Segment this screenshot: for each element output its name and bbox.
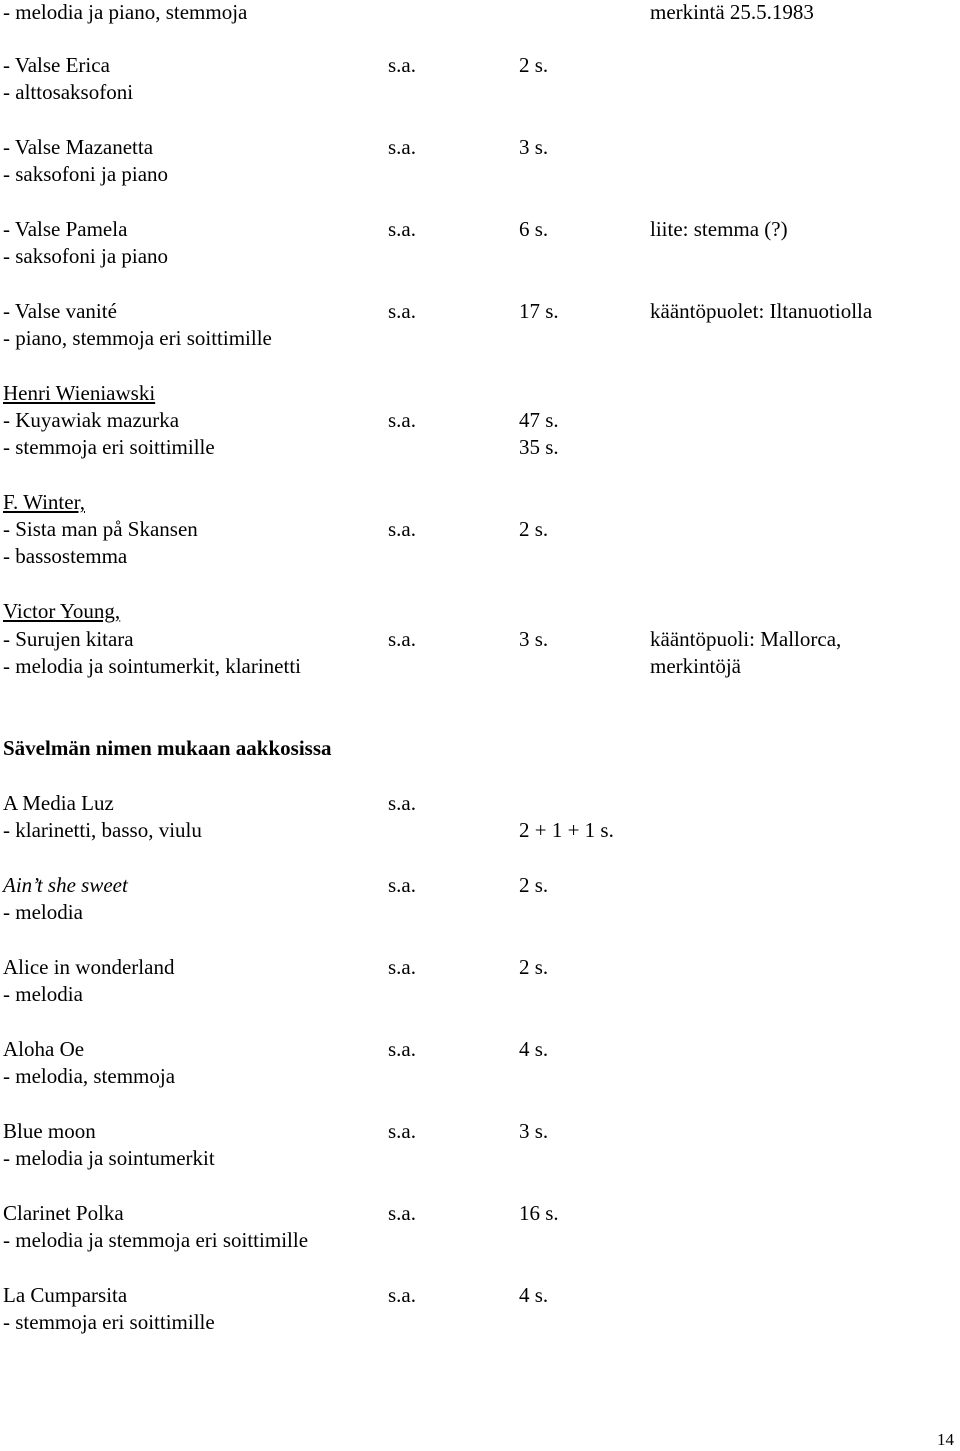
entry-title: Ain’t she sweet [3,873,128,897]
entry-sa: s.a. [388,1201,416,1225]
entry-sa: s.a. [388,1283,416,1307]
entry-sa: s.a. [388,1119,416,1143]
entry-pages: 2 s. [519,517,549,541]
entry-line: - melodia ja piano, stemmoja [3,0,248,24]
entry-sub: - melodia [3,900,83,924]
entry-sub: - piano, stemmoja eri soittimille [3,326,272,350]
entry-sa: s.a. [388,53,416,77]
entry-pages: 17 s. [519,299,559,323]
entry-sub: - bassostemma [3,544,128,568]
entry-sub: - saksofoni ja piano [3,244,169,268]
entry-title: La Cumparsita [3,1283,128,1307]
entry-pages: 4 s. [519,1037,549,1061]
entry-pages: 3 s. [519,627,549,651]
entry-sub: - melodia ja sointumerkit [3,1146,215,1170]
entry-sub: - saksofoni ja piano [3,162,169,186]
entry-title: - Kuyawiak mazurka [3,408,180,432]
entry-sub: - melodia [3,982,83,1006]
composer-name: Henri Wieniawski [3,381,156,405]
entry-pages: 2 s. [519,53,549,77]
entry-pages: 3 s. [519,1119,549,1143]
entry-sa: s.a. [388,955,416,979]
entry-sub: - stemmoja eri soittimille [3,1310,215,1334]
entry-sa: s.a. [388,1037,416,1061]
entry-sa: s.a. [388,408,416,432]
entry-pages: 6 s. [519,217,549,241]
entry-sub: - klarinetti, basso, viulu [3,818,202,842]
section-heading: Sävelmän nimen mukaan aakkosissa [3,736,332,760]
entry-sa: s.a. [388,627,416,651]
entry-sub-note: merkintöjä [650,654,741,678]
entry-sub-pages: 35 s. [519,435,559,459]
entry-sa: s.a. [388,299,416,323]
entry-title: - Valse Pamela [3,217,128,241]
entry-sub: - alttosaksofoni [3,80,134,104]
entry-note: liite: stemma (?) [650,217,788,241]
entry-pages: 2 s. [519,873,549,897]
entry-title: - Valse Mazanetta [3,135,154,159]
entry-sub: - melodia ja stemmoja eri soittimille [3,1228,309,1252]
composer-name: F. Winter, [3,490,85,514]
entry-pages: 3 s. [519,135,549,159]
entry-note: kääntöpuoli: Mallorca, [650,627,842,651]
entry-title: A Media Luz [3,791,114,815]
entry-title: Blue moon [3,1119,96,1143]
entry-note: merkintä 25.5.1983 [650,0,814,24]
entry-pages: 4 s. [519,1283,549,1307]
entry-sa: s.a. [388,873,416,897]
entry-title: - Sista man på Skansen [3,517,198,541]
entry-note: kääntöpuolet: Iltanuotiolla [650,299,873,323]
entry-sub-pages: 2 + 1 + 1 s. [519,818,614,842]
entry-title: Aloha Oe [3,1037,85,1061]
entry-title: - Valse vanité [3,299,117,323]
entry-sa: s.a. [388,217,416,241]
entry-sa: s.a. [388,791,416,815]
entry-title: Clarinet Polka [3,1201,124,1225]
entry-sa: s.a. [388,135,416,159]
entry-title: - Valse Erica [3,53,110,77]
entry-sub: - melodia ja sointumerkit, klarinetti [3,654,302,678]
entry-title: Alice in wonderland [3,955,175,979]
page-number: 14 [937,1430,954,1449]
entry-sub: - stemmoja eri soittimille [3,435,215,459]
entry-pages: 47 s. [519,408,559,432]
entry-sa: s.a. [388,517,416,541]
entry-pages: 16 s. [519,1201,559,1225]
entry-title: - Surujen kitara [3,627,134,651]
entry-sub: - melodia, stemmoja [3,1064,176,1088]
entry-pages: 2 s. [519,955,549,979]
composer-name: Victor Young, [3,599,121,623]
